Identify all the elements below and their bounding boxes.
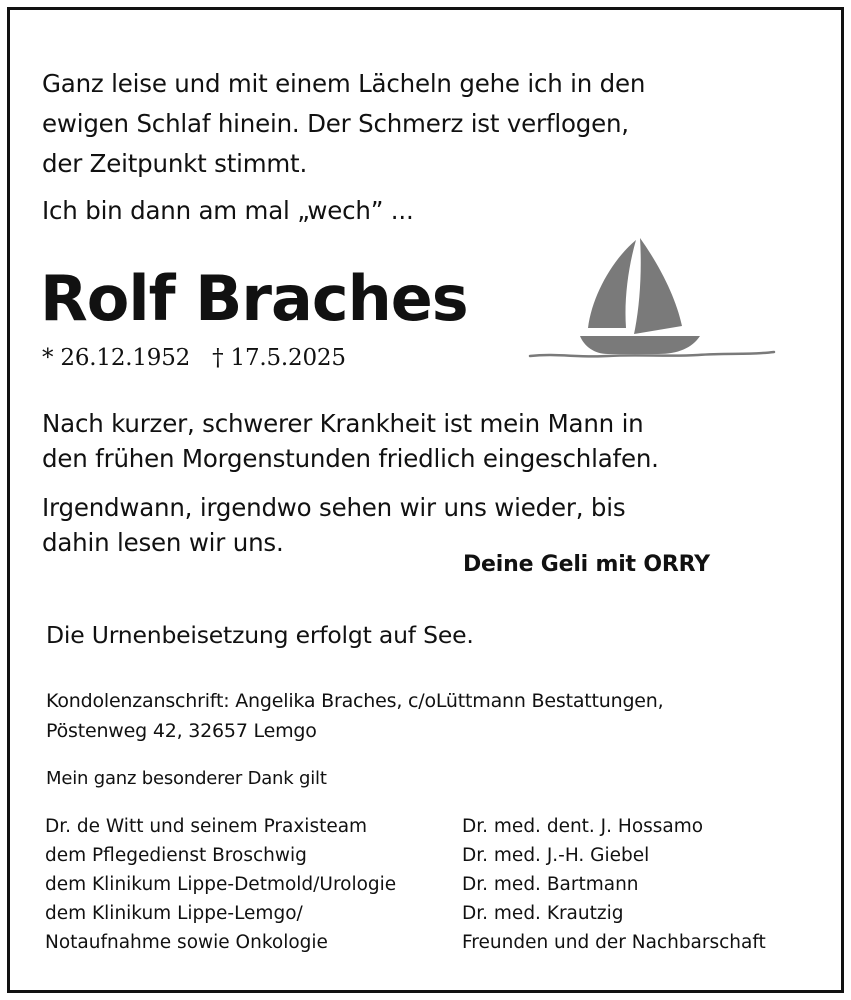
intro-line: ewigen Schlaf hinein. Der Schmerz ist verflogen, bbox=[42, 109, 629, 138]
thanks-list-right bbox=[462, 812, 766, 957]
thanks-item: Dr. med. Krautzig bbox=[462, 903, 624, 924]
life-dates bbox=[42, 345, 346, 371]
farewell-paragraph bbox=[42, 490, 625, 560]
sail-left bbox=[588, 240, 636, 328]
sail-right bbox=[634, 238, 682, 334]
burial-note: Die Urnenbeisetzung erfolgt auf See. bbox=[46, 621, 474, 649]
thanks-list-left bbox=[45, 812, 396, 957]
hull bbox=[580, 336, 700, 354]
condolence-address bbox=[46, 686, 663, 746]
intro-poem bbox=[42, 64, 645, 184]
paragraph-line: den frühen Morgenstunden friedlich eingeschlafen. bbox=[42, 444, 659, 473]
wech-line: Ich bin dann am mal „wech” ... bbox=[42, 196, 414, 225]
birth-date: * 26.12.1952 bbox=[42, 345, 191, 371]
condolence-line: Kondolenzanschrift: Angelika Braches, c/oLüttmann Bestattungen, bbox=[46, 690, 664, 712]
thanks-item: Dr. med. J.-H. Giebel bbox=[462, 845, 650, 866]
thanks-item: Freunden und der Nachbarschaft bbox=[462, 932, 766, 953]
signature: Deine Geli mit ORRY bbox=[463, 552, 710, 577]
illness-paragraph bbox=[42, 406, 659, 476]
thanks-item: dem Klinikum Lippe-Detmold/Urologie bbox=[45, 874, 397, 895]
sailboat-icon bbox=[528, 236, 776, 364]
paragraph-line: Irgendwann, irgendwo sehen wir uns wieder, bis bbox=[42, 493, 626, 522]
deceased-name: Rolf Braches bbox=[40, 262, 468, 335]
intro-line: Ganz leise und mit einem Lächeln gehe ich in den bbox=[42, 69, 646, 98]
intro-line: der Zeitpunkt stimmt. bbox=[42, 149, 308, 178]
paragraph-line: Nach kurzer, schwerer Krankheit ist mein Mann in bbox=[42, 409, 644, 438]
thanks-item: dem Klinikum Lippe-Lemgo/ bbox=[45, 903, 303, 924]
thanks-item: Dr. de Witt und seinem Praxisteam bbox=[45, 816, 368, 837]
thanks-item: dem Pflegedienst Broschwig bbox=[45, 845, 307, 866]
thanks-item: Dr. med. Bartmann bbox=[462, 874, 639, 895]
paragraph-line: dahin lesen wir uns. bbox=[42, 528, 284, 557]
condolence-line: Pöstenweg 42, 32657 Lemgo bbox=[46, 720, 317, 742]
thanks-intro: Mein ganz besonderer Dank gilt bbox=[46, 768, 327, 789]
thanks-item: Dr. med. dent. J. Hossamo bbox=[462, 816, 704, 837]
death-date: † 17.5.2025 bbox=[212, 345, 346, 371]
thanks-item: Notaufnahme sowie Onkologie bbox=[45, 932, 328, 953]
